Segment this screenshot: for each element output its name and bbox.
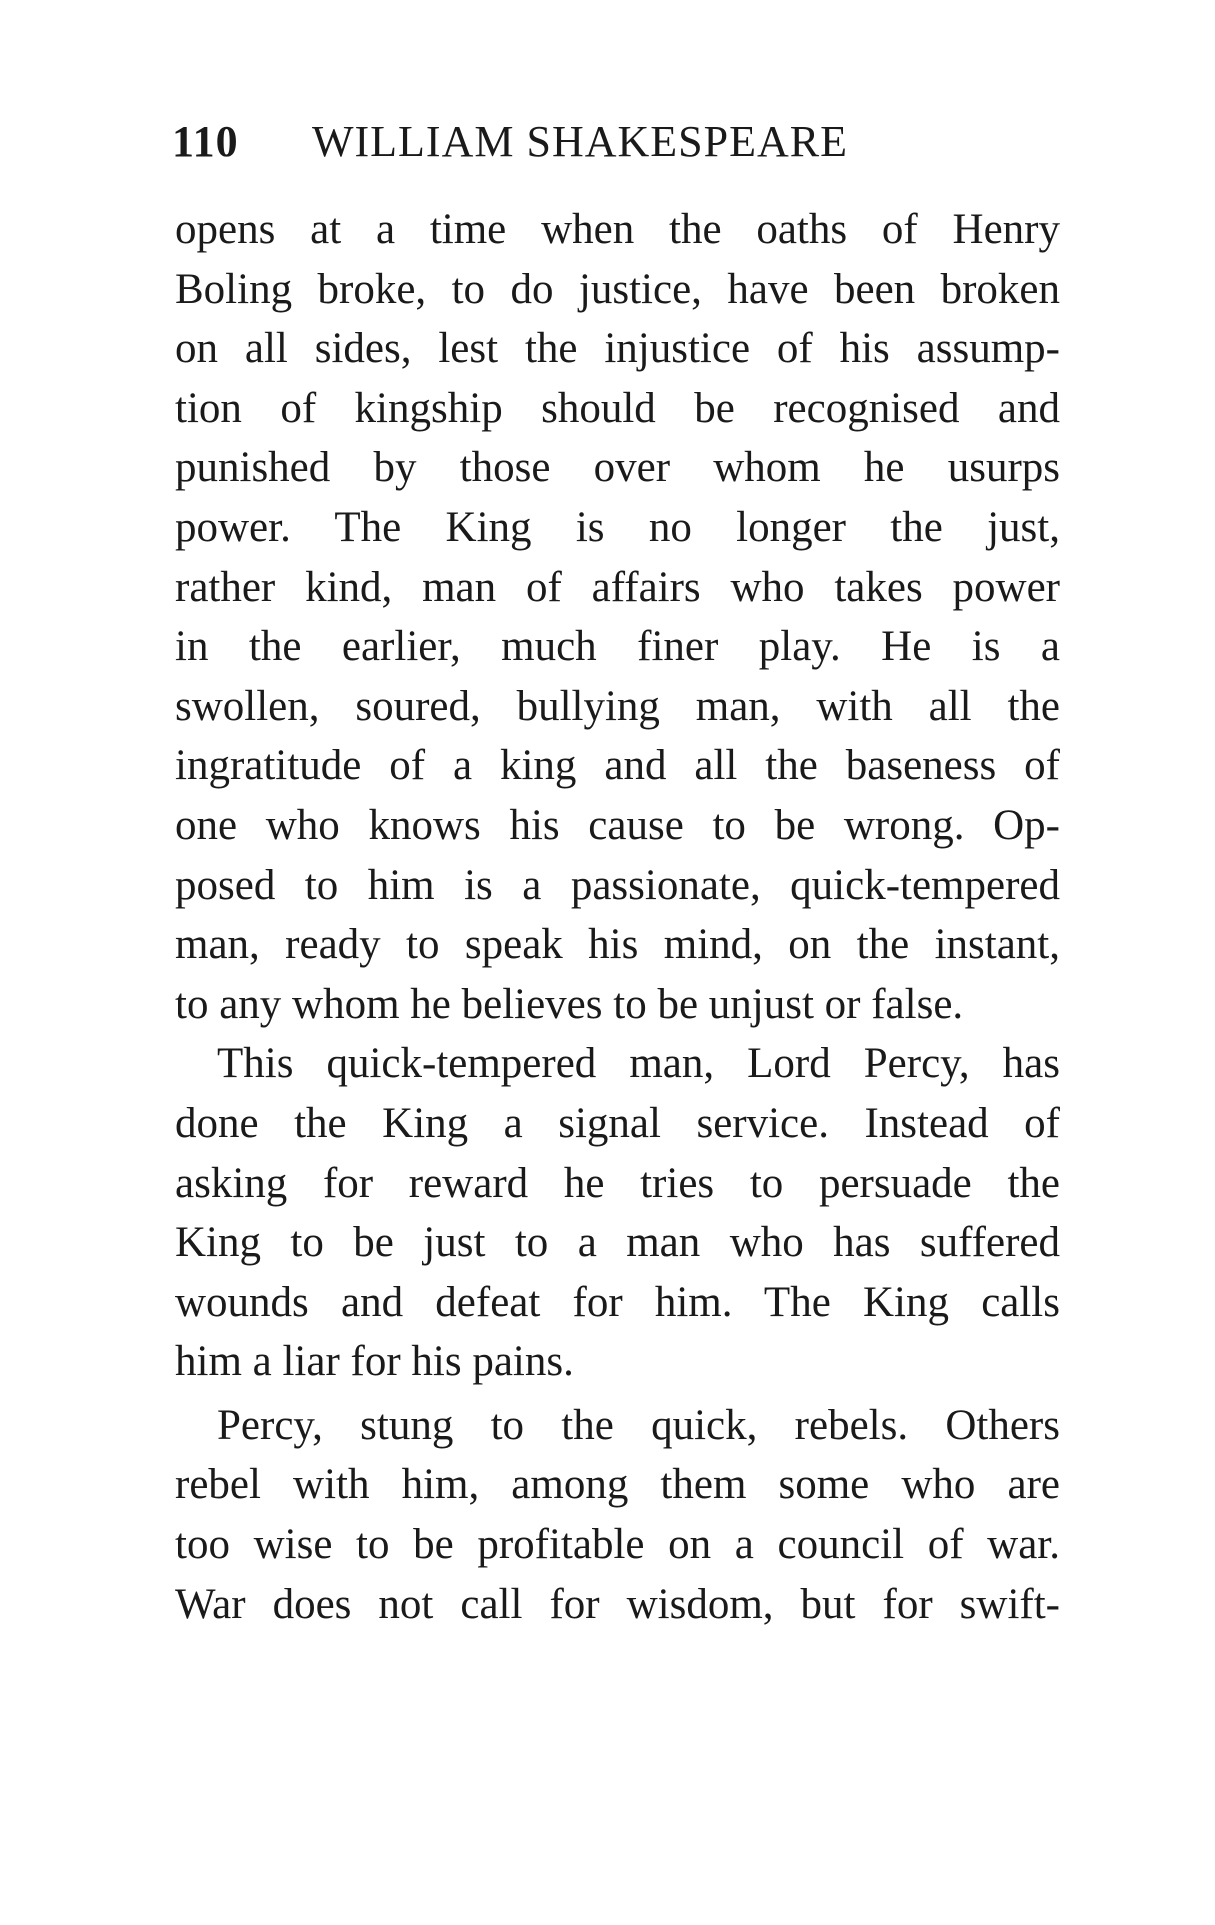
text-line: This quick-tempered man, Lord Percy, has (217, 1040, 1060, 1088)
text-line: to any whom he believes to be unjust or false. (175, 980, 964, 1028)
text-line: opens at a time when the oaths of Henry (175, 206, 1060, 253)
running-title: WILLIAM SHAKESPEARE (312, 117, 848, 166)
text-line: asking for reward he tries to persuade the (175, 1159, 1060, 1207)
text-line: ingratitude of a king and all the baseness of (175, 742, 1060, 790)
text-line: him a liar for his pains. (175, 1338, 574, 1386)
text-line: King to be just to a man who has suffered (175, 1219, 1060, 1267)
text-line: rather kind, man of affairs who takes power (175, 563, 1060, 611)
text-line: in the earlier, much finer play. He is a (175, 623, 1060, 671)
text-line: too wise to be profitable on a council of war. (175, 1521, 1060, 1569)
text-line: Boling broke, to do justice, have been broken (175, 265, 1060, 313)
text-line: done the King a signal service. Instead of (175, 1099, 1060, 1147)
text-line: on all sides, lest the injustice of his assump- (175, 325, 1060, 373)
text-line: tion of kingship should be recognised and (175, 384, 1060, 432)
text-line: War does not call for wisdom, but for swift- (175, 1580, 1060, 1628)
running-head (172, 112, 1072, 172)
page-number: 110 (172, 117, 239, 166)
text-line: wounds and defeat for him. The King calls (175, 1278, 1060, 1326)
text-line: punished by those over whom he usurps (175, 444, 1060, 492)
text-line: swollen, soured, bullying man, with all the (175, 682, 1060, 730)
text-line: rebel with him, among them some who are (175, 1461, 1060, 1509)
text-line: power. The King is no longer the just, (175, 503, 1060, 551)
body-text (175, 200, 1060, 1634)
text-line: one who knows his cause to be wrong. Op- (175, 801, 1060, 849)
text-line: man, ready to speak his mind, on the instant, (175, 921, 1060, 969)
text-line: Percy, stung to the quick, rebels. Others (217, 1401, 1060, 1449)
text-line: posed to him is a passionate, quick-tempered (175, 861, 1060, 909)
